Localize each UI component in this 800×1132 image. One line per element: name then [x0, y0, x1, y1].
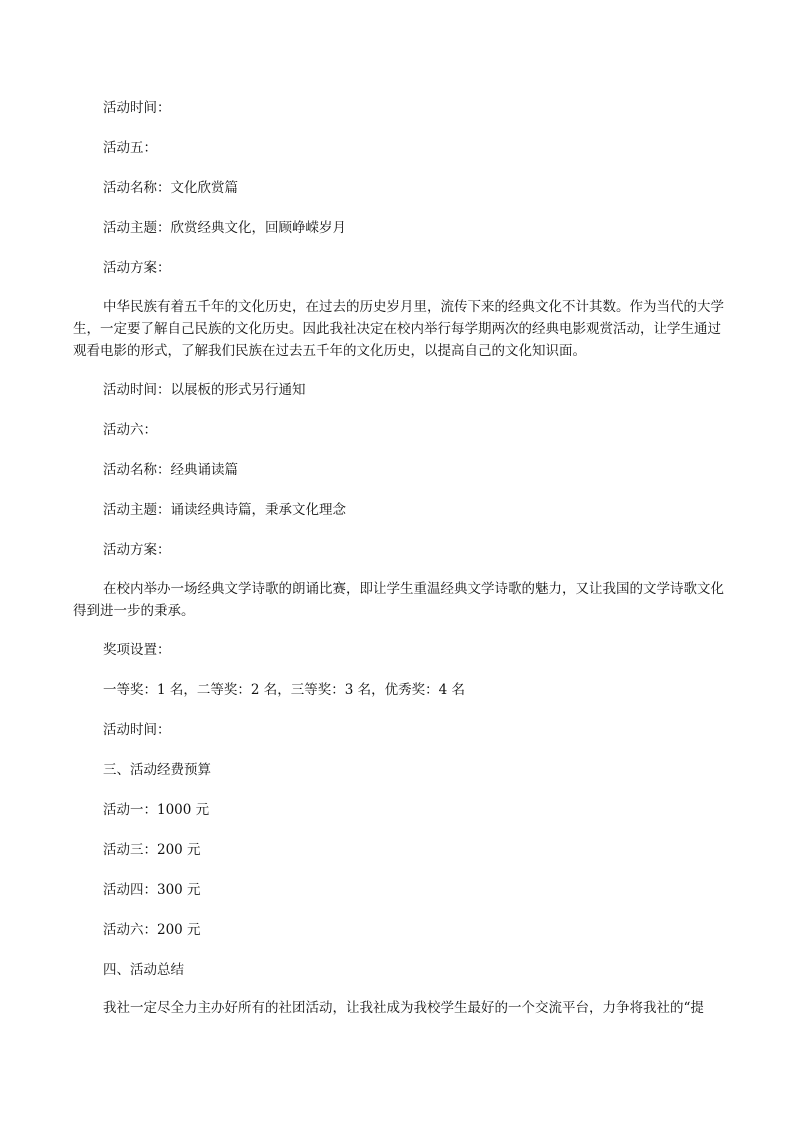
activity-theme-reading: 活动主题：诵读经典诗篇，秉承文化理念	[103, 502, 346, 518]
activity-name-reading: 活动名称：经典诵读篇	[103, 462, 238, 478]
budget-heading: 三、活动经费预算	[103, 762, 211, 778]
activity-plan-label-2: 活动方案：	[103, 542, 171, 558]
activity-theme-culture: 活动主题：欣赏经典文化，回顾峥嵘岁月	[103, 220, 346, 236]
reading-plan-paragraph: 在校内举办一场经典文学诗歌的朗诵比赛，即让学生重温经典文学诗歌的魅力，又让我国的文学诗歌文化得到进一步的秉承。	[73, 581, 724, 619]
culture-plan-paragraph: 中华民族有着五千年的文化历史，在过去的历史岁月里，流传下来的经典文化不计其数。作为当代的大学生，一定要了解自己民族的文化历史。因此我社决定在校内举行每学期两次的经典电影观赏活动，让学生通过观看电影的形式，了解我们民族在过去五千年的文化历史，以提高自己的文化知识面。	[73, 299, 724, 359]
activity-time-label-2: 活动时间：	[103, 722, 171, 738]
activity-plan-label: 活动方案：	[103, 260, 171, 276]
budget-item-3: 活动三：200 元	[103, 842, 201, 858]
activity-time-notice: 活动时间：以展板的形式另行通知	[103, 382, 306, 398]
summary-heading: 四、活动总结	[103, 962, 184, 978]
budget-item-1: 活动一：1000 元	[103, 802, 210, 818]
activity-name-culture: 活动名称：文化欣赏篇	[103, 180, 238, 196]
summary-paragraph: 我社一定尽全力主办好所有的社团活动，让我社成为我校学生最好的一个交流平台，力争将我社的“提	[103, 1000, 704, 1016]
activity-five-heading: 活动五：	[103, 140, 157, 156]
activity-six-heading: 活动六：	[103, 422, 157, 438]
activity-time-label: 活动时间：	[103, 100, 171, 116]
budget-item-6: 活动六：200 元	[103, 922, 201, 938]
awards-detail: 一等奖：1 名，二等奖：2 名，三等奖：3 名，优秀奖：4 名	[103, 682, 466, 698]
awards-label: 奖项设置：	[103, 642, 171, 658]
budget-item-4: 活动四：300 元	[103, 882, 201, 898]
